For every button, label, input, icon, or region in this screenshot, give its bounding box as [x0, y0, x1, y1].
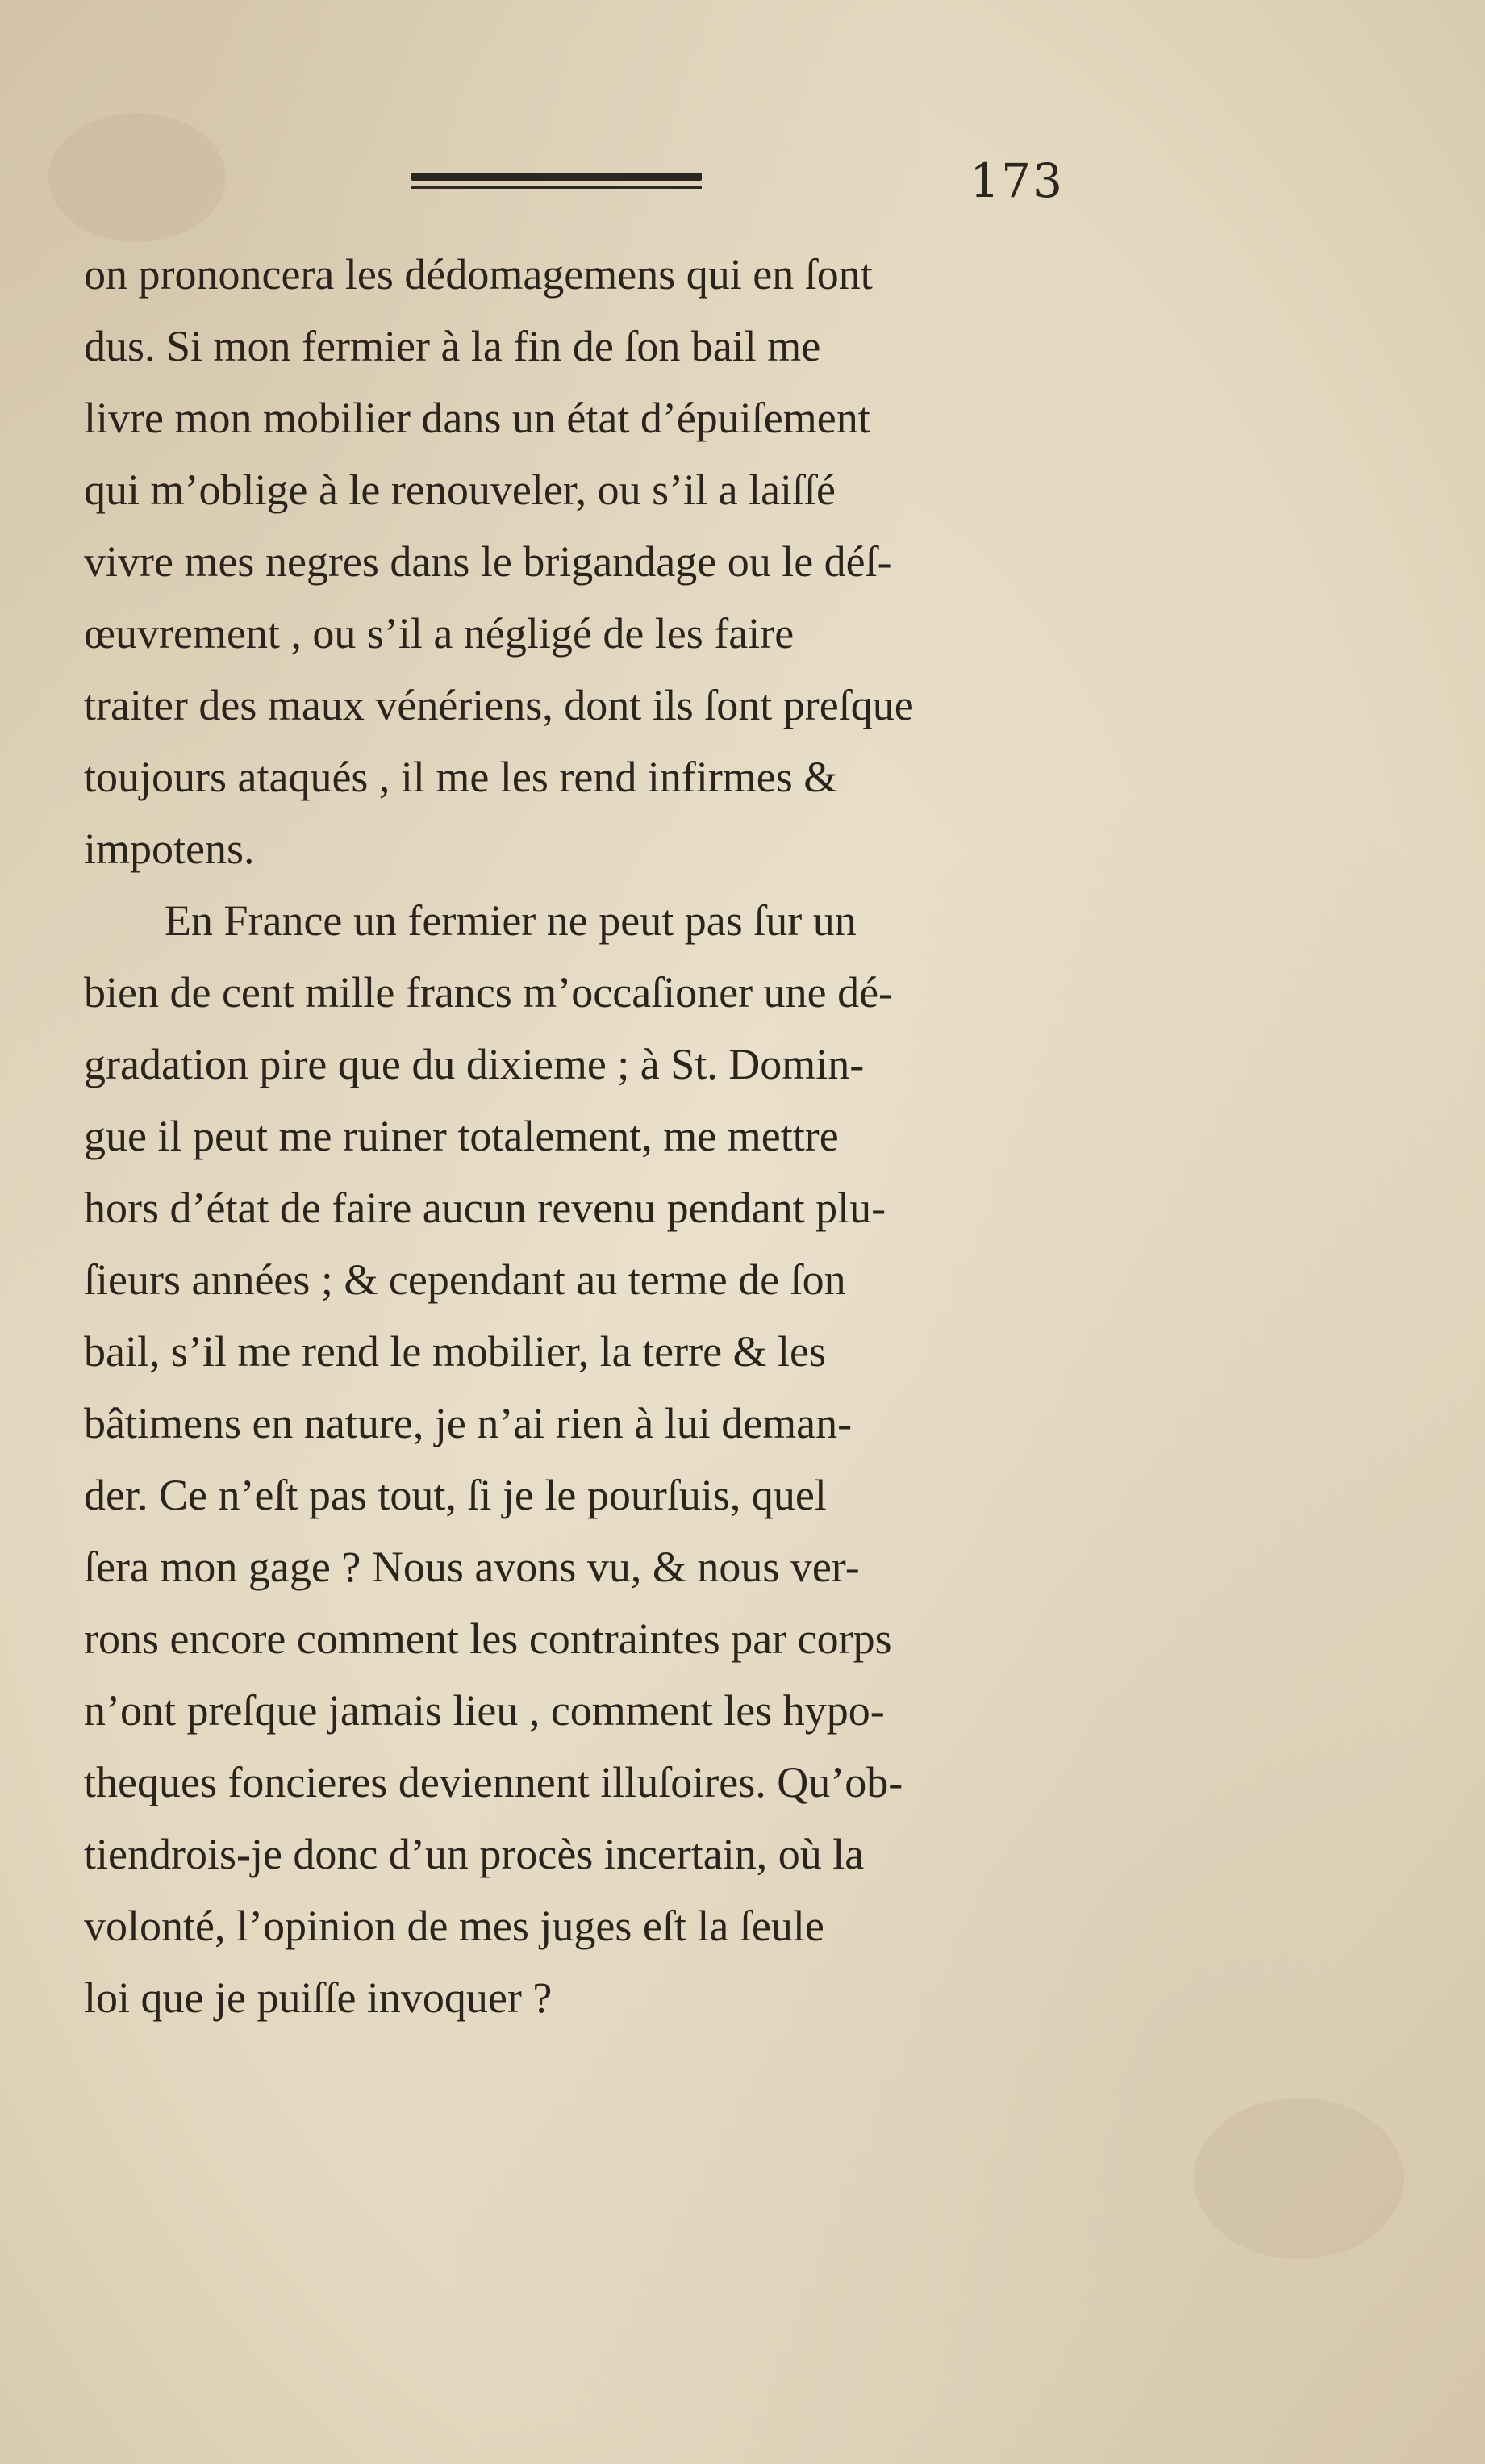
- text-line: bien de cent mille francs m’occaſioner une dé-: [84, 968, 894, 1017]
- text-line: impotens.: [84, 825, 255, 873]
- paper-stain: [1194, 2098, 1404, 2259]
- body-text: [84, 239, 1042, 2034]
- text-line: tiendrois-je donc d’un procès incertain, où la: [84, 1830, 865, 1878]
- text-line: En France un fermier ne peut pas ſur un: [165, 896, 857, 945]
- text-line: bâtimens en nature, je n’ai rien à lui deman-: [84, 1399, 853, 1447]
- page-number: 173: [970, 153, 1064, 208]
- text-line: œuvrement , ou s’il a négligé de les faire: [84, 609, 795, 658]
- header-rule-thick: [411, 173, 702, 181]
- text-line: ſieurs années ; & cependant au terme de ſon: [84, 1255, 846, 1304]
- text-line: rons encore comment les contraintes par corps: [84, 1614, 892, 1663]
- text-line: n’ont preſque jamais lieu , comment les hypo-: [84, 1686, 885, 1735]
- text-line: ſera mon gage ? Nous avons vu, & nous ver-: [84, 1543, 860, 1591]
- text-line: theques foncieres deviennent illuſoires. Qu’ob-: [84, 1758, 903, 1806]
- text-line: traiter des maux vénériens, dont ils ſont preſque: [84, 681, 914, 729]
- paper-stain: [48, 113, 226, 242]
- header-rule: [411, 171, 702, 192]
- text-line: hors d’état de faire aucun revenu pendant plu-: [84, 1184, 886, 1232]
- text-line: qui m’oblige à le renouveler, ou s’il a laiſſé: [84, 466, 836, 514]
- header-rule-thin: [411, 186, 702, 189]
- text-line: loi que je puiſſe invoquer ?: [84, 1973, 553, 2022]
- text-line: bail, s’il me rend le mobilier, la terre & les: [84, 1327, 827, 1376]
- text-line: livre mon mobilier dans un état d’épuiſement: [84, 394, 870, 442]
- text-line: dus. Si mon fermier à la fin de ſon bail me: [84, 322, 821, 370]
- text-line: gue il peut me ruiner totalement, me mettre: [84, 1112, 839, 1160]
- paragraph: [84, 239, 1042, 885]
- text-line: on prononcera les dédomagemens qui en ſont: [84, 250, 873, 299]
- text-line: volonté, l’opinion de mes juges eſt la ſeule: [84, 1902, 824, 1950]
- text-line: gradation pire que du dixieme ; à St. Domin-: [84, 1040, 865, 1088]
- paragraph: [84, 885, 1042, 2034]
- text-line: toujours ataqués , il me les rend infirmes &: [84, 753, 838, 801]
- text-line: der. Ce n’eſt pas tout, ſi je le pourſuis, quel: [84, 1471, 827, 1519]
- text-line: vivre mes negres dans le brigandage ou le déſ-: [84, 537, 892, 586]
